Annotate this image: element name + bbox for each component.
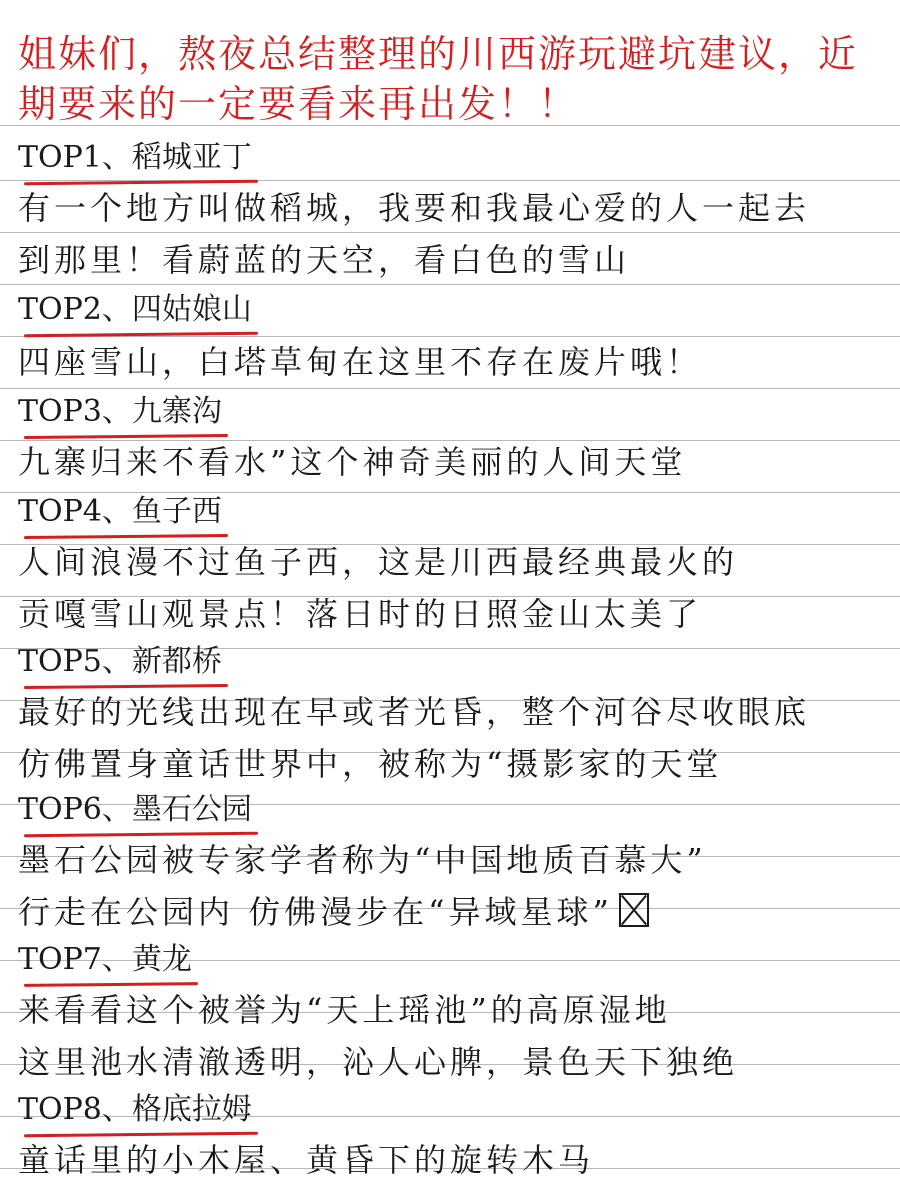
- red-underline: [24, 982, 198, 987]
- section-text-line: 来看看这个被誉为“天上瑶池”的高原湿地: [18, 991, 671, 1029]
- section-heading-top5: [18, 642, 222, 682]
- section-text-line: 墨石公园被专家学者称为“中国地质百慕大”: [18, 841, 707, 879]
- ruled-line: [0, 388, 900, 389]
- section-heading-label: TOP6、墨石公园: [18, 792, 252, 827]
- section-text-line: 有一个地方叫做稻城，我要和我最心爱的人一起去: [18, 189, 811, 227]
- section-heading-label: TOP1、稻城亚丁: [18, 140, 252, 175]
- ruled-line: [0, 284, 900, 285]
- section-heading-label: TOP8、格底拉姆: [18, 1092, 252, 1127]
- section-text-line: 最好的光线出现在早或者光昏，整个河谷尽收眼底: [18, 693, 811, 731]
- section-heading-top4: [18, 492, 222, 532]
- section-text-line: 仿佛置身童话世界中，被称为“摄影家的天堂: [18, 745, 723, 783]
- page-title-line-1: 姐妹们，熬夜总结整理的川西游玩避坑建议，近: [18, 32, 859, 76]
- red-underline: [24, 684, 228, 689]
- section-heading-top6: [18, 790, 252, 830]
- section-text-line: 童话里的小木屋、黄昏下的旋转木马: [18, 1141, 595, 1179]
- red-underline: [24, 1132, 258, 1137]
- section-text-line: 人间浪漫不过鱼子西，这是川西最经典最火的: [18, 543, 739, 581]
- section-heading-top3: [18, 392, 222, 432]
- section-text-line: 九寨归来不看水”这个神奇美丽的人间天堂: [18, 443, 687, 481]
- section-text: 行走在公园内 仿佛漫步在“异域星球”: [18, 893, 613, 931]
- ruled-line: [0, 336, 900, 337]
- section-heading-label: TOP3、九寨沟: [18, 394, 222, 429]
- section-heading-label: TOP7、黄龙: [18, 942, 192, 977]
- red-underline: [24, 534, 228, 539]
- section-text-line: 贡嘎雪山观景点！落日时的日照金山太美了: [18, 595, 703, 633]
- page-title-line-2: 期要来的一定要看来再出发！！: [18, 82, 579, 126]
- section-heading-top7: [18, 940, 192, 980]
- section-text-line: 这里池水清澈透明，沁人心脾，景色天下独绝: [18, 1043, 739, 1081]
- section-text-line-with-box: [18, 890, 888, 934]
- ruled-line: [0, 232, 900, 233]
- crossed-box-icon: [619, 893, 649, 927]
- section-heading-top1: [18, 138, 252, 178]
- red-underline: [24, 832, 258, 837]
- section-text-line: 四座雪山，白塔草甸在这里不存在废片哦！: [18, 343, 703, 381]
- section-heading-label: TOP4、鱼子西: [18, 494, 222, 529]
- section-heading-label: TOP5、新都桥: [18, 644, 222, 679]
- section-text-line: 到那里！看蔚蓝的天空，看白色的雪山: [18, 241, 631, 279]
- red-underline: [24, 434, 228, 439]
- section-heading-label: TOP2、四姑娘山: [18, 292, 252, 327]
- section-heading-top2: [18, 290, 252, 330]
- section-heading-top8: [18, 1090, 252, 1130]
